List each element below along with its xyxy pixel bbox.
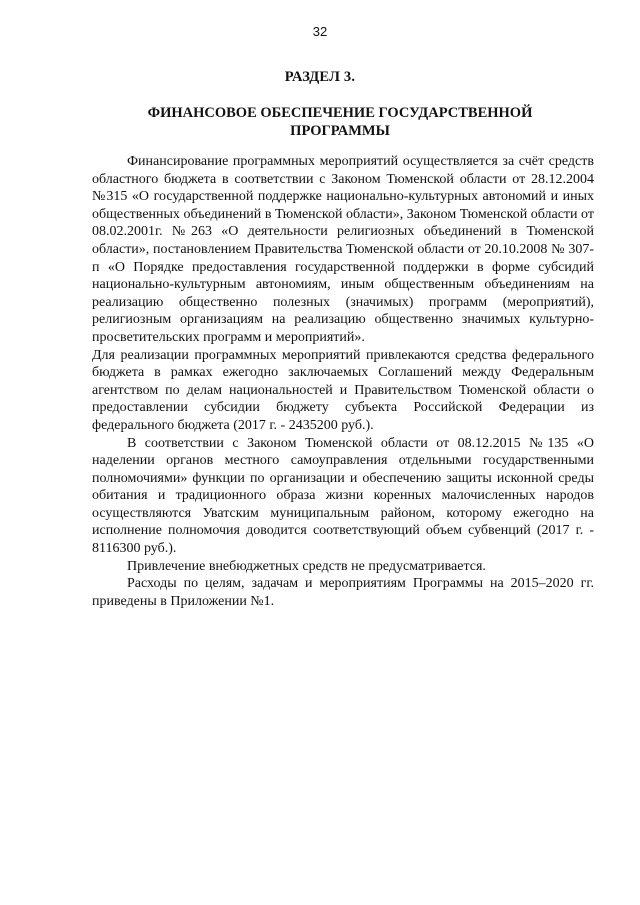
document-body <box>92 153 594 610</box>
paragraph-extrabudgetary-funds: Привлечение внебюджетных средств не предусматривается. <box>127 558 486 574</box>
paragraph-local-government-powers: В соответствии с Законом Тюменской области от 08.12.2015 №135 «О наделении органов местного самоуправления отдельными государственными полномочиями» функции по организации и обеспечению защиты исконной среды обитания и традиционного образа жизни коренных малочисленных народов осуществляются Уватским муниципальным районом, которому ежегодно на исполнение полномочия доводится соответствующий объем субвенций (2017 г. - 8116300 руб.). <box>92 435 594 557</box>
section-heading: РАЗДЕЛ 3. <box>284 69 356 85</box>
paragraph-funding-sources: Финансирование программных мероприятий осуществляется за счёт средств областного бюджета в соответствии с Законом Тюменской области от 28.12.2004 №315 «О государственной поддержке национально-культурных автономий и иных общественных объединений в Тюменской области», Законом Тюменской области от 08.02.2001г. №263 «О деятельности религиозных объединений в Тюменской области», постановлением Правительства Тюменской области от 20.10.2008 № 307-п «О Порядке предоставления государственной поддержки в форме субсидий национально-культурным автономиям, иным общественным объединениям на реализацию общественно полезных (значимых) программ (мероприятий), религиозным организациям на реализацию общественно значимых культурно-просветительских программ и мероприятий». <box>92 154 594 345</box>
paragraph-expenses-appendix: Расходы по целям, задачам и мероприятиям Программы на 2015–2020 гг. приведены в Приложении №1. <box>92 576 594 609</box>
section-title: ФИНАНСОВОЕ ОБЕСПЕЧЕНИЕ ГОСУДАРСТВЕННОЙ ПРОГРАММЫ <box>147 105 533 139</box>
page-number: 32 <box>312 24 328 39</box>
paragraph-federal-budget: Для реализации программных мероприятий привлекаются средства федерального бюджета в рамках ежегодно заключаемых Соглашений между Федеральным агентством по делам национальностей и Правительством Тюменской области о предоставлении субсидии бюджету субъекта Российской Федерации из федерального бюджета (2017 г. - 2435200 руб.). <box>92 347 594 433</box>
